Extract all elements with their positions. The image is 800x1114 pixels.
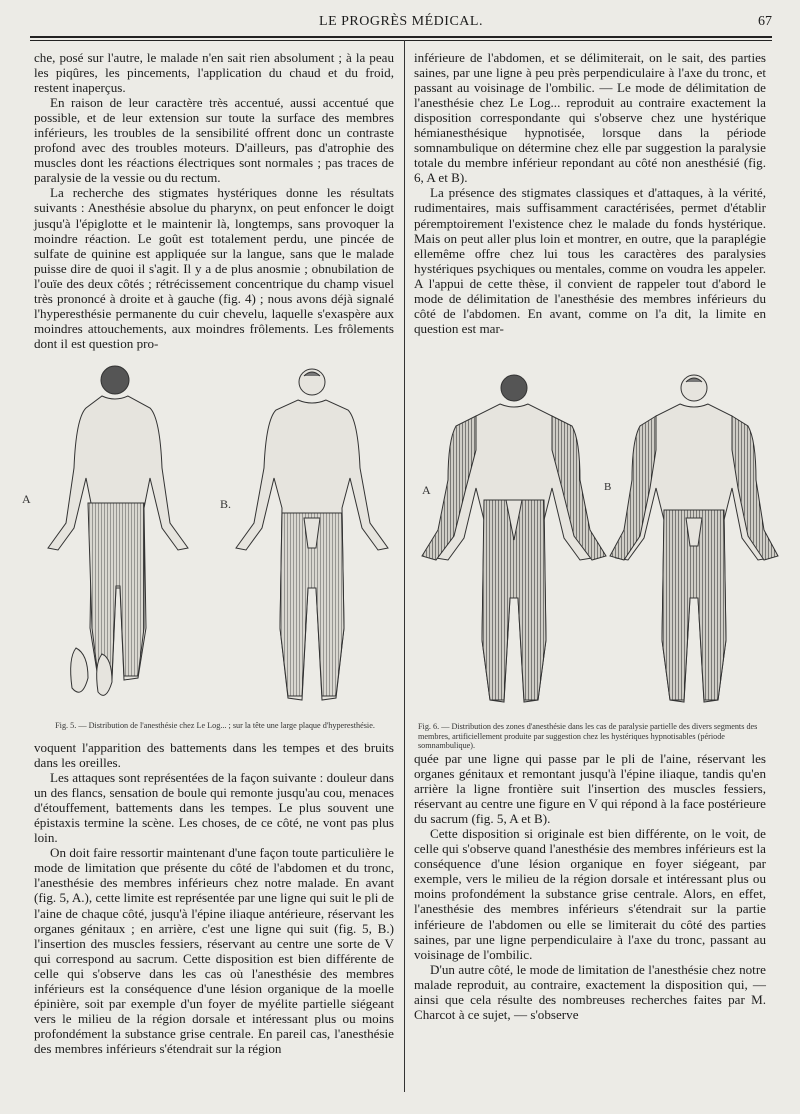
- paragraph: inférieure de l'abdomen, et se délimiterait, on le sait, des parties saines, par une ligne à peu près perpendiculaire à l'axe du tronc, et passant au voisinage de l'ombilic. — Le mode de délimitation de l'anesthésie chez Le Log... reproduit au contraire exactement la disposition correspondante qui s'observe chez une hystérique hémianesthésique hypnotisée, lorsque dans la période somnambulique on détermine chez elle par suggestion la paralysie totale du membre inférieur repondant au côté non anesthésié (fig. 6, A et B).: [414, 50, 766, 186]
- figure-6-front-view: [610, 375, 778, 702]
- journal-title: LE PROGRÈS MÉDICAL.: [319, 14, 483, 29]
- figure-5-back-view: [48, 366, 188, 695]
- figure-6-caption: Fig. 6. — Distribution des zones d'anesthésie dans les cas de paralysie partielle des divers segments des membres, artificiellement produite par suggestion chez les hystériques hypnotisables (période somnambulique).: [418, 722, 758, 750]
- figure-5-caption: Fig. 5. — Distribution de l'anesthésie chez Le Log... ; sur la tête une large plaque d'hyperesthésie.: [55, 721, 375, 730]
- figure-5-label-a: A: [22, 492, 31, 506]
- paragraph: che, posé sur l'autre, le malade n'en sait rien absolument ; à la peau les piqûres, les pincements, l'application du chaud et du froid, restent inaperçus.: [34, 50, 394, 96]
- figure-5-illustration: [20, 358, 398, 718]
- figure-6-label-a: A: [422, 483, 431, 497]
- figure-6-illustration: [414, 370, 786, 715]
- paragraph: On doit faire ressortir maintenant d'une façon toute particulière le mode de limitation que présente du côté de l'abdomen et du tronc, l'anesthésie des membres inférieurs chez notre malade. En avant (fig. 5, A.), cette limite est représentée par une ligne qui suit le pli de l'aine de chaque côté, jusqu'à l'épine iliaque antérieure, réservant les organes génitaux ; en arrière, c'est une ligne qui suit (fig. 5, B.) l'insertion des muscles fessiers, réservant au centre une sorte de V qui correspond au sacrum. Cette disposition est bien différente de celle qui s'observe dans les cas où l'anesthésie des membres inférieurs est la conséquence d'une lésion organique de la moelle épinière, soit par exemple d'un foyer de myélite partielle siégeant vers le milieu de la région dorsale et intéressant plus ou moins profondément la substance grise centrale. En pareil cas, l'anesthésie des membres inférieurs s'étendrait sur la région: [34, 845, 394, 1056]
- paragraph: Cette disposition si originale est bien différente, on le voit, de celle qui s'observe quand l'anesthésie des membres inférieurs est la conséquence d'une lésion organique en foyer siégeant, par exemple, vers le milieu de la région dorsale et intéressant plus ou moins profondément la substance grise centrale. Alors, en effet, l'anesthésie des membres inférieurs s'étendrait sur la partie inférieure de l'abdomen ou elle se limiterait du côté des parties saines, par une ligne perpendiculaire à l'axe du tronc, passant au voisinage de l'ombilic.: [414, 826, 766, 962]
- paragraph: La recherche des stigmates hystériques donne les résultats suivants : Anesthésie absolue du pharynx, on peut enfoncer le doigt jusqu'à l'épiglotte et le maintenir là, longtemps, sans provoquer la moindre réaction. Le goût est totalement perdu, une pincée de sulfate de quinine est appliquée sur la langue, sans que le malade puisse dire de quoi il s'agit. Il y a de plus anosmie ; obnubilation de l'ouïe des deux côtés ; rétrécissement concentrique du champ visuel très prononcé à droite et à gauche (fig. 4) ; nous avons déjà signalé l'hyperesthésie permanente du cuir chevelu, laquelle s'exaspère aux moindres attouchements, aux moindres frôlements. Les frôlements dont il est question pro-: [34, 185, 394, 351]
- column-right-top: [414, 50, 766, 336]
- figure-5-front-view: [236, 369, 388, 700]
- paragraph: En raison de leur caractère très accentué, aussi accentué que possible, et de leur extension sur toute la surface des membres inférieurs, les troubles de la sensibilité offrent donc un contraste profond avec des troubles moteurs. D'ailleurs, pas d'atrophie des muscles dont les réactions électriques sont normales ; pas traces de paralysie de la vessie ou du rectum.: [34, 95, 394, 186]
- column-left-bottom: [34, 740, 394, 1056]
- figure-5-label-b: B.: [220, 497, 232, 511]
- anatomical-figures-fig6: [414, 370, 786, 715]
- paragraph: D'un autre côté, le mode de limitation de l'anesthésie chez notre malade reproduit, au contraire, exactement la disposition qui, — ainsi que cela résulte des nombreuses recherches faites par M. Charcot à ce sujet, — s'observe: [414, 961, 766, 1022]
- figure-6-back-view: [422, 375, 606, 702]
- column-left-top: [34, 50, 394, 351]
- column-right-bottom: [414, 751, 766, 1022]
- paragraph: La présence des stigmates classiques et d'attaques, à la vérité, rudimentaires, mais suffisamment caractérisées, permet d'établir péremptoirement l'existence chez le malade du fonds hystérique. Mais on peut aller plus loin et montrer, en outre, que la paraplégie ellemême offre chez lui tous les caractères des paralysies hystériques psychiques ou mentales, comme on voudra les appeler. A l'appui de cette thèse, il convient de rappeler tout d'abord le mode de délimitation de l'anesthésie des membres inférieurs du côté de l'abdomen. En avant, comme on l'a dit, la limite en question est mar-: [414, 185, 766, 336]
- paragraph: voquent l'apparition des battements dans les tempes et des bruits dans les oreilles.: [34, 740, 394, 771]
- anatomical-figures-fig5: [20, 358, 398, 718]
- figure-6-label-b: B: [604, 481, 612, 493]
- page-number: 67: [758, 14, 772, 29]
- column-divider: [404, 40, 405, 1092]
- paragraph: quée par une ligne qui passe par le pli de l'aine, réservant les organes génitaux et remontant jusqu'à l'épine iliaque, tandis qu'en arrière la ligne frontière suit l'insertion des muscles fessiers, réservant au centre une figure en V qui répond à la face postérieure du sacrum (fig. 5, A et B).: [414, 751, 766, 827]
- paragraph: Les attaques sont représentées de la façon suivante : douleur dans un des flancs, sensation de boule qui remonte jusqu'au cou, menaces d'étouffement, battements dans les tempes. Le plus souvent une épistaxis termine la scène. Les choses, de ce côté, ne vont pas plus loin.: [34, 770, 394, 846]
- header-rule-thin: [30, 40, 772, 41]
- header-rule: [30, 36, 772, 38]
